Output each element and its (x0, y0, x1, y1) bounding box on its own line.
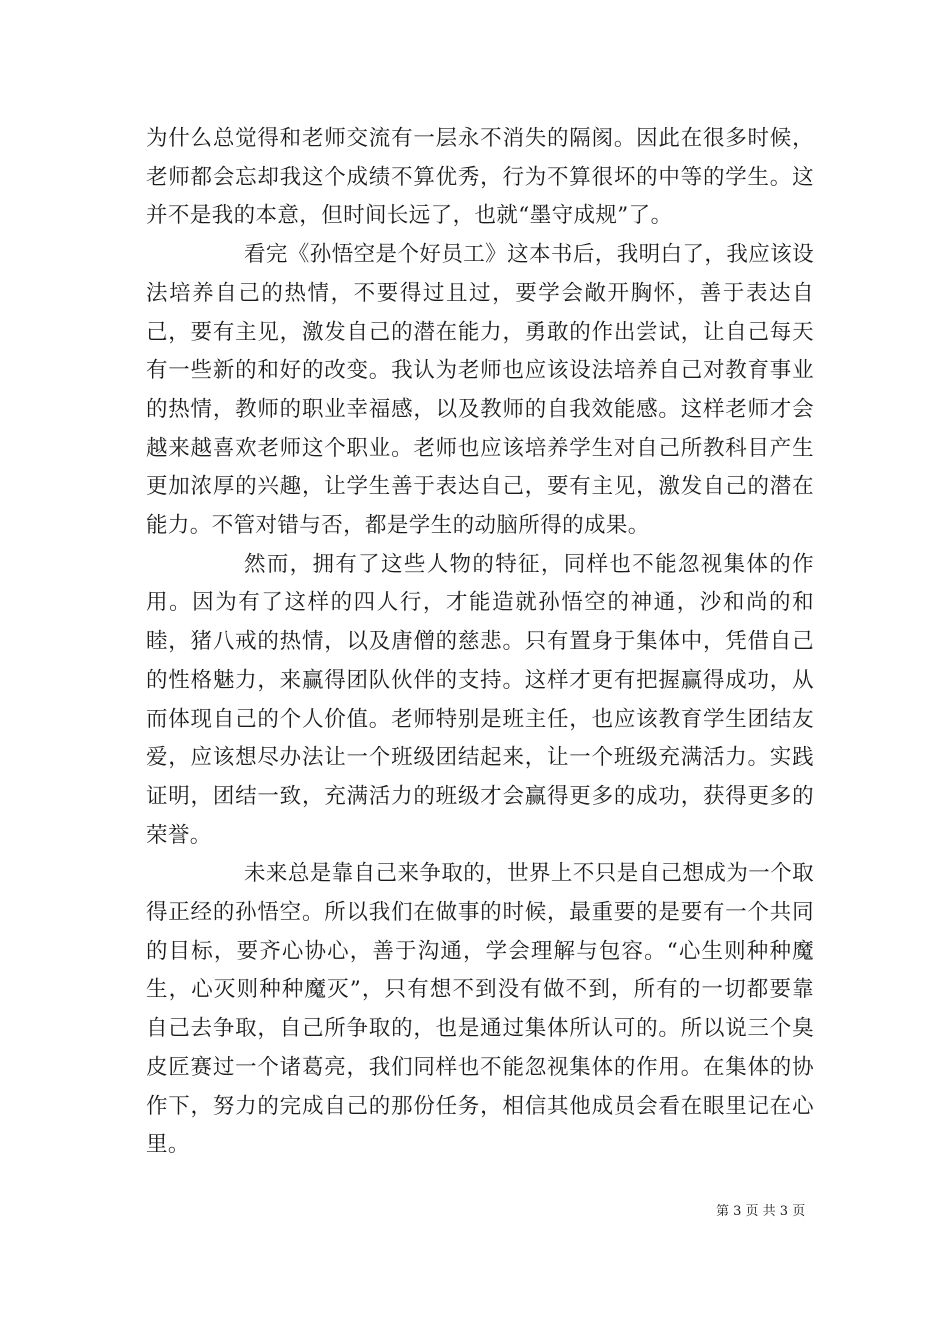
article-body (146, 120, 814, 1165)
paragraph-collective-role: 然而，拥有了这些人物的特征，同样也不能忽视集体的作用。因为有了这样的四人行，才能造就孙悟空的神通，沙和尚的和睦，猪八戒的热情，以及唐僧的慈悲。只有置身于集体中，凭借自己的性格魅力，来赢得团队伙伴的支持。这样才更有把握赢得成功，从而体现自己的个人价值。老师特别是班主任，也应该教育学生团结友爱，应该想尽办法让一个班级团结起来，让一个班级充满活力。实践证明，团结一致，充满活力的班级才会赢得更多的成功，获得更多的荣誉。 (146, 551, 814, 848)
paragraph-book-reflection: 看完《孙悟空是个好员工》这本书后，我明白了，我应该设法培养自己的热情，不要得过且过，要学会敞开胸怀，善于表达自己，要有主见，激发自己的潜在能力，勇敢的作出尝试，让自己每天有一些新的和好的改变。我认为老师也应该设法培养自己对教育事业的热情，教师的职业幸福感，以及教师的自我效能感。这样老师才会越来越喜欢老师这个职业。老师也应该培养学生对自己所教科目产生更加浓厚的兴趣，让学生善于表达自己，要有主见，激发自己的潜在能力。不管对错与否，都是学生的动脑所得的成果。 (146, 242, 814, 539)
paragraph-continuation: 为什么总觉得和老师交流有一层永不消失的隔阂。因此在很多时候，老师都会忘却我这个成绩不算优秀，行为不算很坏的中等的学生。这并不是我的本意，但时间长远了，也就“墨守成规”了。 (146, 126, 814, 229)
page-number-footer: 第 3 页 共 3 页 (716, 1204, 806, 1219)
paragraph-future-effort: 未来总是靠自己来争取的，世界上不只是自己想成为一个取得正经的孙悟空。所以我们在做事的时候，最重要的是要有一个共同的目标，要齐心协心，善于沟通，学会理解与包容。“心生则种种魔生，心灭则种种魔灭”，只有想不到没有做不到，所有的一切都要靠自己去争取，自己所争取的，也是通过集体所认可的。所以说三个臭皮匠赛过一个诸葛亮，我们同样也不能忽视集体的作用。在集体的协作下，努力的完成自己的那份任务，相信其他成员会看在眼里记在心里。 (146, 861, 814, 1158)
